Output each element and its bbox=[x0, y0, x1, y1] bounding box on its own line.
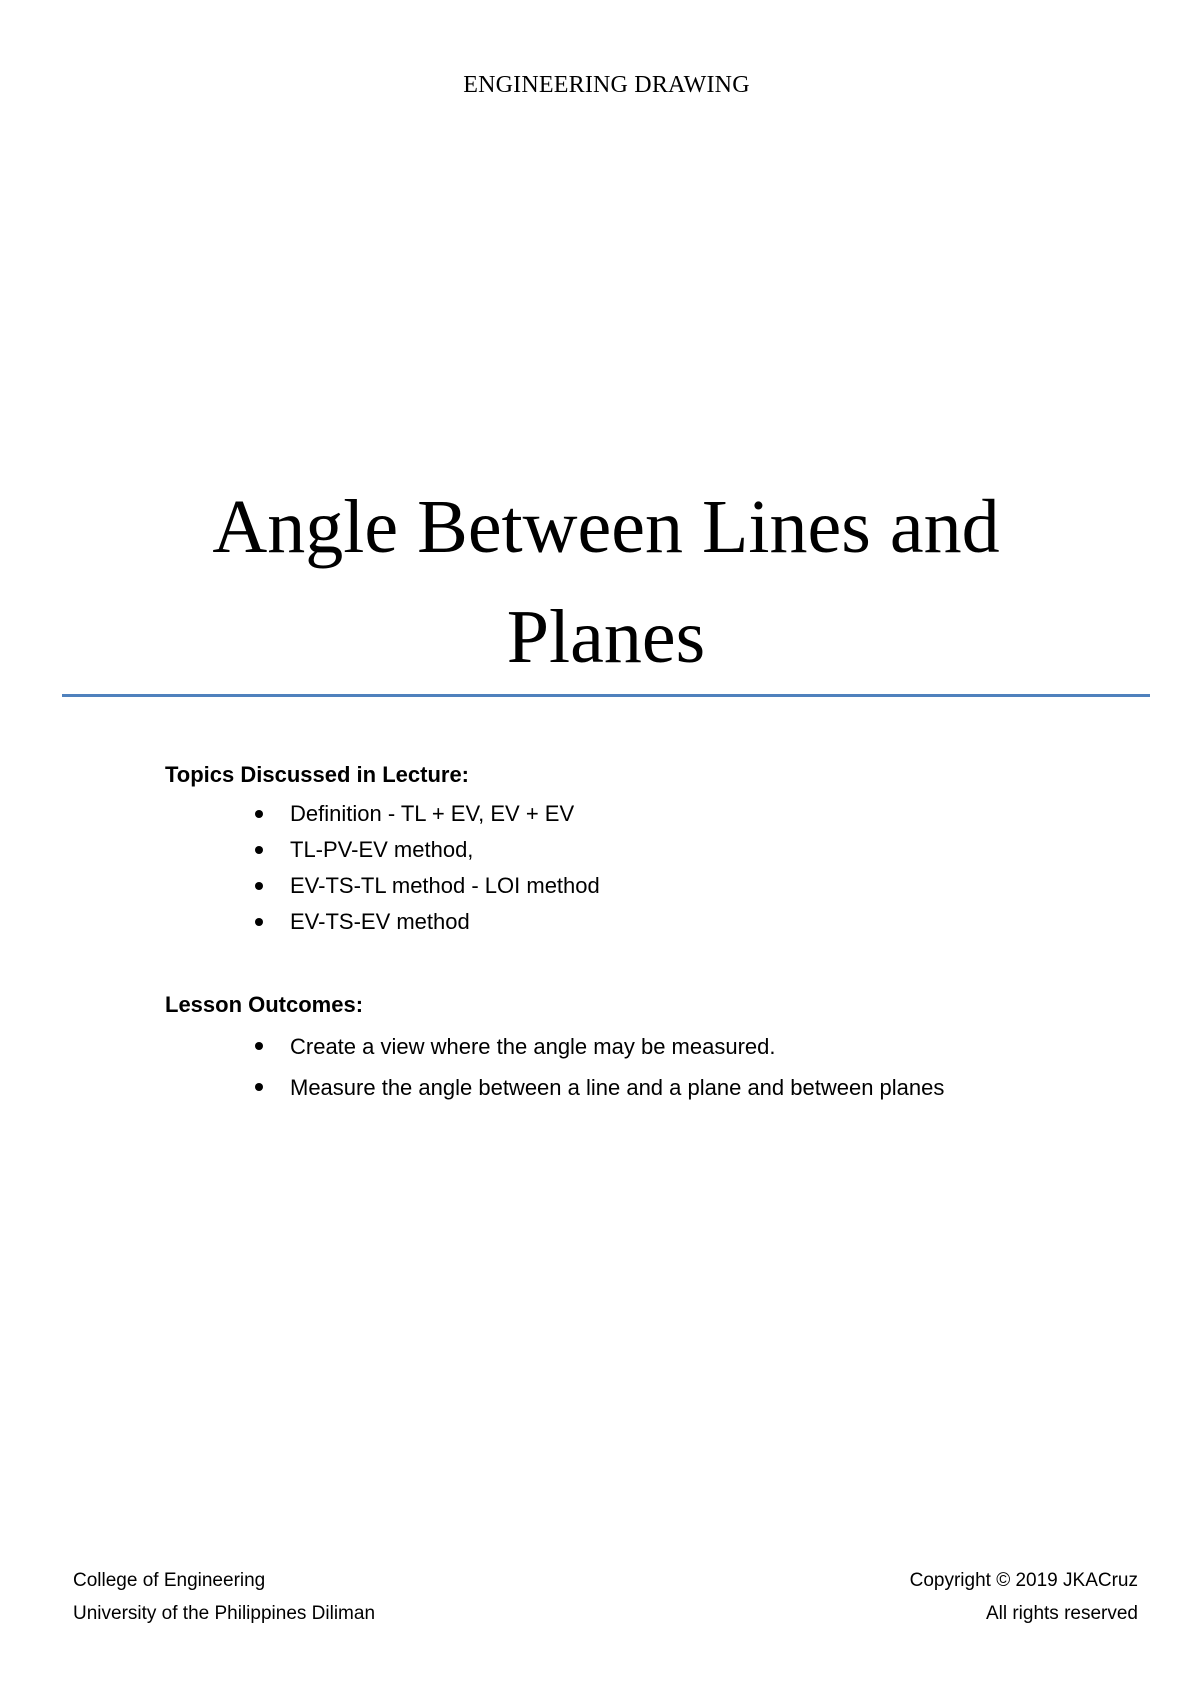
outcomes-section bbox=[165, 990, 1085, 1108]
topic-text: TL-PV-EV method, bbox=[290, 837, 474, 862]
outcome-list-item bbox=[165, 1026, 1085, 1067]
topic-text: EV-TS-EV method bbox=[290, 909, 470, 934]
topics-list bbox=[165, 796, 1085, 940]
footer-copyright-block bbox=[910, 1564, 1138, 1630]
topic-list-item bbox=[165, 832, 1085, 868]
bullet-icon bbox=[255, 1083, 263, 1091]
outcome-text: Measure the angle between a line and a plane and between planes bbox=[290, 1075, 945, 1100]
footer-copyright: Copyright © 2019 JKACruz bbox=[909, 1570, 1138, 1591]
topic-text: Definition - TL + EV, EV + EV bbox=[290, 801, 575, 826]
topic-list-item bbox=[165, 868, 1085, 904]
footer-rights: All rights reserved bbox=[985, 1603, 1138, 1624]
bullet-icon bbox=[255, 1042, 263, 1050]
document-title-line-2: Planes bbox=[506, 595, 706, 679]
bullet-icon bbox=[255, 846, 263, 854]
title-underline-rule bbox=[62, 694, 1150, 697]
topic-list-item bbox=[165, 796, 1085, 832]
footer-university: University of the Philippines Diliman bbox=[73, 1603, 376, 1624]
bullet-icon bbox=[255, 810, 263, 818]
outcomes-list bbox=[165, 1026, 1085, 1108]
document-title bbox=[62, 472, 1150, 692]
page-header-course-title: ENGINEERING DRAWING bbox=[463, 72, 750, 98]
footer-college: College of Engineering bbox=[73, 1570, 266, 1591]
topic-list-item bbox=[165, 904, 1085, 940]
outcome-list-item bbox=[165, 1067, 1085, 1108]
footer-institution bbox=[73, 1564, 375, 1630]
topics-heading: Topics Discussed in Lecture: bbox=[165, 762, 470, 787]
bullet-icon bbox=[255, 918, 263, 926]
document-title-line-1: Angle Between Lines and bbox=[212, 485, 1000, 569]
bullet-icon bbox=[255, 882, 263, 890]
outcomes-heading: Lesson Outcomes: bbox=[165, 992, 364, 1017]
topics-section bbox=[165, 760, 1085, 940]
outcome-text: Create a view where the angle may be measured. bbox=[290, 1034, 776, 1059]
topic-text: EV-TS-TL method - LOI method bbox=[290, 873, 600, 898]
